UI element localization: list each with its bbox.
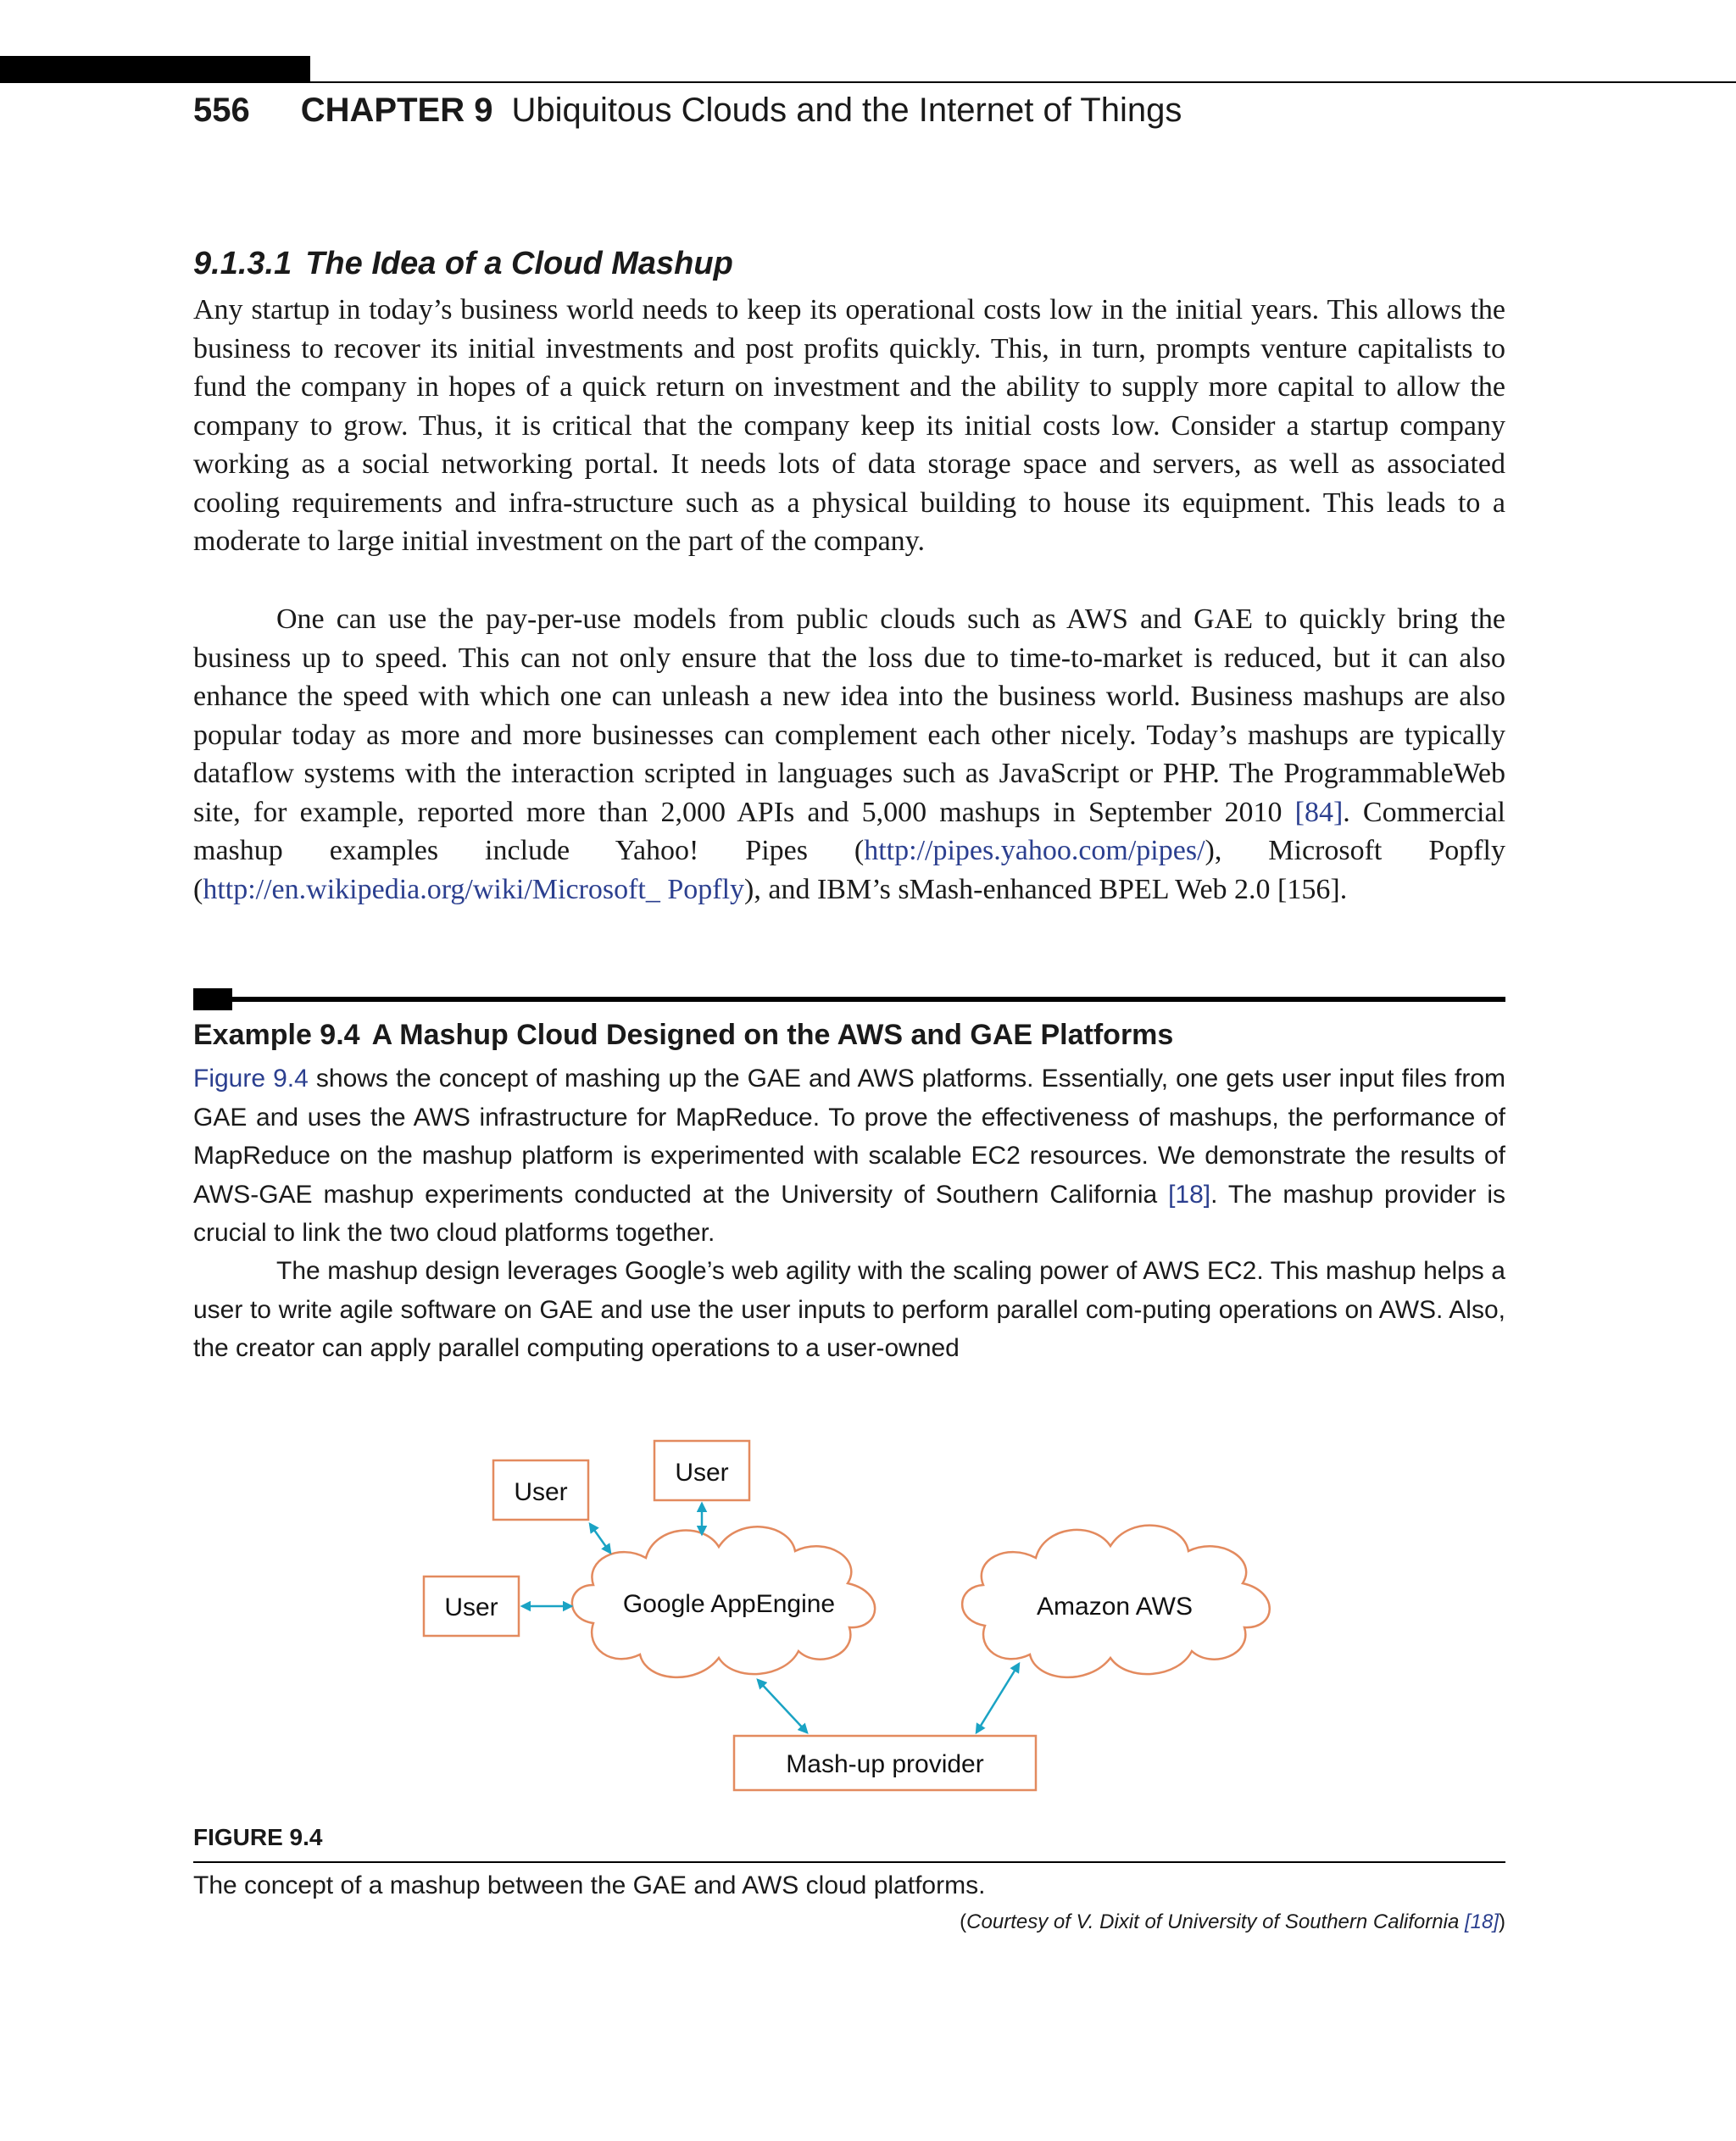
credit-open-paren: ( bbox=[960, 1910, 967, 1933]
paragraph-2-text-b: . Commercial mashup examples include Yahoo! Pipes ( bbox=[193, 796, 1505, 866]
arrow-gae-provider bbox=[758, 1680, 807, 1732]
section-heading bbox=[193, 246, 733, 282]
example-number: Example 9.4 bbox=[193, 1019, 360, 1051]
chapter-label: CHAPTER 9 bbox=[300, 92, 493, 129]
example-paragraph-1-text-a: shows the concept of mashing up the GAE and AWS platforms. Essentially, one gets user input files from GAE and uses the AWS infrastructure for MapReduce. To prove the effectiveness of mashups, the performance of MapReduce on the mashup platform is experimented with scalable EC2 resources. We demonstrate the results of AWS-GAE mashup experiments conducted at the University of Southern California bbox=[193, 1065, 1506, 1209]
chapter-title: Ubiquitous Clouds and the Internet of Things bbox=[511, 92, 1182, 129]
paragraph-2-text-c: ), Microsoft Popfly ( bbox=[193, 835, 1505, 905]
figure-caption: The concept of a mashup between the GAE and AWS cloud platforms. bbox=[193, 1871, 986, 1899]
section-number: 9.1.3.1 bbox=[193, 246, 292, 281]
running-head bbox=[193, 92, 1182, 142]
link-microsoft-popfly[interactable]: http://en.wikipedia.org/wiki/Microsoft_ Popfly bbox=[203, 873, 745, 905]
paragraph-1: Any startup in today’s business world needs to keep its operational costs low in the initial years. This allows the business to recover its initial investments and post profits quickly. This, in turn, prompts venture capitalists to fund the company in hopes of a quick return on investment and the ability to supply more capital to allow the company to grow. Thus, it is critical that the company keep its initial costs low. Consider a startup company working as a social networking portal. It needs lots of data storage space and servers, as well as associated cooling requirements and infra-structure such as a physical building to house its equipment. This leads to a moderate to large initial investment on the part of the company. bbox=[193, 294, 1505, 557]
aws-label: Amazon AWS bbox=[1037, 1593, 1193, 1621]
example-heading bbox=[193, 1019, 1173, 1052]
example-rule-block bbox=[193, 988, 232, 1010]
header-bar-thick bbox=[0, 56, 310, 83]
figure-reference[interactable]: Figure 9.4 bbox=[193, 1065, 309, 1093]
gae-label: Google AppEngine bbox=[622, 1590, 836, 1618]
user-label-top: User bbox=[675, 1459, 729, 1487]
paragraph-2 bbox=[193, 600, 1505, 909]
example-rule-line bbox=[232, 997, 1505, 1002]
credit-citation-18[interactable]: [18] bbox=[1464, 1910, 1499, 1933]
header-rule bbox=[310, 81, 1736, 83]
user-label-left: User bbox=[444, 1593, 498, 1621]
example-paragraph-1-text-b: . The mashup provider is crucial to link the two cloud platforms together. bbox=[193, 1180, 1505, 1247]
figure-label: FIGURE 9.4 bbox=[193, 1824, 323, 1850]
example-title: A Mashup Cloud Designed on the AWS and GAE Platforms bbox=[371, 1019, 1174, 1051]
credit-text: Courtesy of V. Dixit of University of Southern California bbox=[966, 1910, 1465, 1933]
citation-84[interactable]: [84] bbox=[1294, 796, 1344, 828]
citation-18[interactable]: [18] bbox=[1168, 1180, 1211, 1209]
arrow-user-top-left-gae bbox=[590, 1524, 610, 1553]
example-paragraph-1 bbox=[193, 1059, 1505, 1253]
figure-credit bbox=[960, 1910, 1505, 1934]
provider-label: Mash-up provider bbox=[786, 1750, 984, 1778]
user-label-top-left: User bbox=[514, 1478, 568, 1506]
mashup-diagram bbox=[0, 1424, 1736, 1814]
example-paragraph-2: The mashup design leverages Google’s web agility with the scaling power of AWS EC2. This mashup helps a user to write agile software on GAE and use the user inputs to perform parallel com-puting operations on AWS. Also, the creator can apply parallel computing operations to a user-owned bbox=[193, 1257, 1505, 1362]
credit-close-paren: ) bbox=[1499, 1910, 1505, 1933]
paragraph-2-text-d: ), and IBM’s sMash-enhanced BPEL Web 2.0 [156]. bbox=[744, 873, 1348, 905]
figure-rule bbox=[193, 1861, 1505, 1863]
link-yahoo-pipes[interactable]: http://pipes.yahoo.com/pipes/ bbox=[864, 835, 1205, 866]
section-title: The Idea of a Cloud Mashup bbox=[305, 246, 733, 281]
page-number: 556 bbox=[193, 92, 250, 129]
paragraph-2-text-a: One can use the pay-per-use models from public clouds such as AWS and GAE to quickly bring the business up to speed. This can not only ensure that the loss due to time-to-market is reduced, but it can also enhance the speed with which one can unleash a new idea into the business world. Business mashups are also popular today as more and more businesses can complement each other nicely. Today’s mashups are typically dataflow systems with the interaction scripted in languages such as JavaScript or PHP. The ProgrammableWeb site, for example, reported more than 2,000 APIs and 5,000 mashups in September 2010 bbox=[193, 603, 1505, 828]
arrow-aws-provider bbox=[976, 1664, 1019, 1732]
